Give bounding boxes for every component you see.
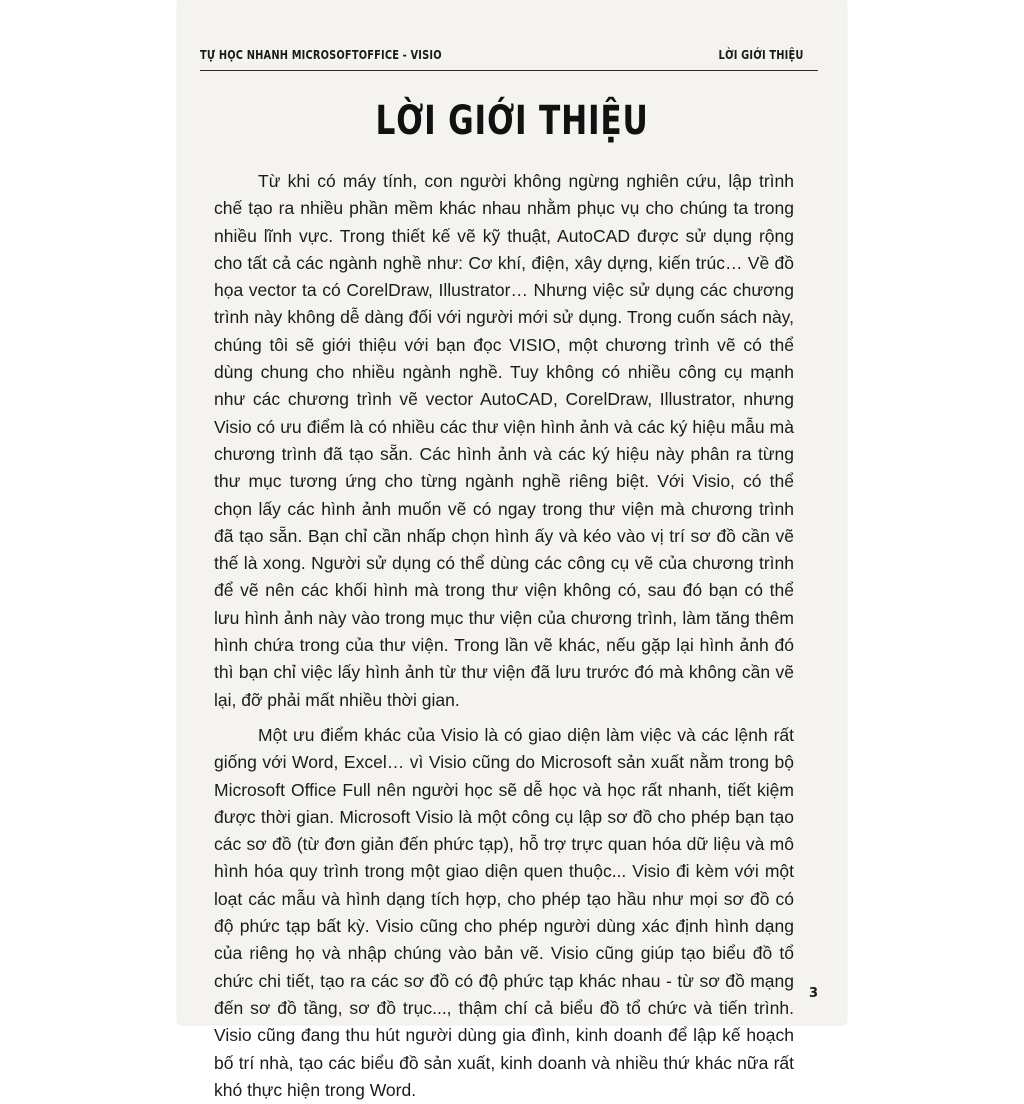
header-book-title: TỰ HỌC NHANH MICROSOFTOFFICE - VISIO [200, 48, 442, 62]
paragraph: Một ưu điểm khác của Visio là có giao diện làm việc và các lệnh rất giống với Word, Excel… vì Visio cũng do Microsoft sản xuất nằm trong bộ Microsoft Office Full nên người học sẽ dễ học và học rất nhanh, tiết kiệm được thời gian. Microsoft Visio là một công cụ lập sơ đồ cho phép bạn tạo các sơ đồ (từ đơn giản đến phức tạp), hỗ trợ trực quan hóa dữ liệu và mô hình hóa quy trình trong một giao diện quen thuộc... Visio đi kèm với một loạt các mẫu và hình dạng tích hợp, cho phép tạo hầu như mọi sơ đồ có độ phức tạp bất kỳ. Visio cũng cho phép người dùng xác định hình dạng của riêng họ và nhập chúng vào bản vẽ. Visio cũng giúp tạo biểu đồ tổ chức chi tiết, tạo ra các sơ đồ có độ phức tạp khác nhau - từ sơ đồ mạng đến sơ đồ tầng, sơ đồ trục..., thậm chí cả biểu đồ tổ chức và tiến trình. Visio cũng đang thu hút người dùng gia đình, kinh doanh để lập kế hoạch bố trí nhà, tạo các biểu đồ sản xuất, kinh doanh và nhiều thứ khác nữa rất khó thực hiện trong Word. [214, 724, 794, 1100]
running-header [200, 48, 804, 68]
header-chapter-title: LỜI GIỚI THIỆU [718, 48, 804, 62]
page-number: 3 [808, 986, 818, 1001]
paragraph: Từ khi có máy tính, con người không ngừng nghiên cứu, lập trình chế tạo ra nhiều phần mềm khác nhau nhằm phục vụ cho chúng ta trong nhiều lĩnh vực. Trong thiết kế vẽ kỹ thuật, AutoCAD được sử dụng rộng cho tất cả các ngành nghề như: Cơ khí, điện, xây dựng, kiến trúc… Về đồ họa vector ta có CorelDraw, Illustrator… Nhưng việc sử dụng các chương trình này không dễ dàng đối với người mới sử dụng. Trong cuốn sách này, chúng tôi sẽ giới thiệu với bạn đọc VISIO, một chương trình vẽ có thể dùng chung cho nhiều ngành nghề. Tuy không có nhiều công cụ mạnh như các chương trình vẽ vector AutoCAD, CorelDraw, Illustrator, nhưng Visio có ưu điểm là có nhiều các thư viện hình ảnh và các ký hiệu mẫu mà chương trình đã tạo sẵn. Các hình ảnh và các ký hiệu này phân ra từng thư mục tương ứng cho từng ngành nghề riêng biệt. Với Visio, có thể chọn lấy các hình ảnh muốn vẽ có ngay trong thư viện mà chương trình đã tạo sẵn. Bạn chỉ cần nhấp chọn hình ấy và kéo vào vị trí sơ đồ cần vẽ thế là xong. Người sử dụng có thể dùng các công cụ vẽ của chương trình để vẽ nên các khối hình mà trong thư viện không có, sau đó bạn có thể lưu hình ảnh này vào trong mục thư viện của chương trình, làm tăng thêm hình chứa trong của thư viện. Trong lần vẽ khác, nếu gặp lại hình ảnh đó thì bạn chỉ việc lấy hình ảnh từ thư viện đã lưu trước đó mà không cần vẽ lại, đỡ phải mất nhiều thời gian. [214, 171, 794, 710]
body-text [214, 168, 794, 1104]
book-page [178, 0, 846, 1100]
chapter-title: LỜI GIỚI THIỆU [375, 98, 649, 144]
header-rule [200, 70, 818, 71]
